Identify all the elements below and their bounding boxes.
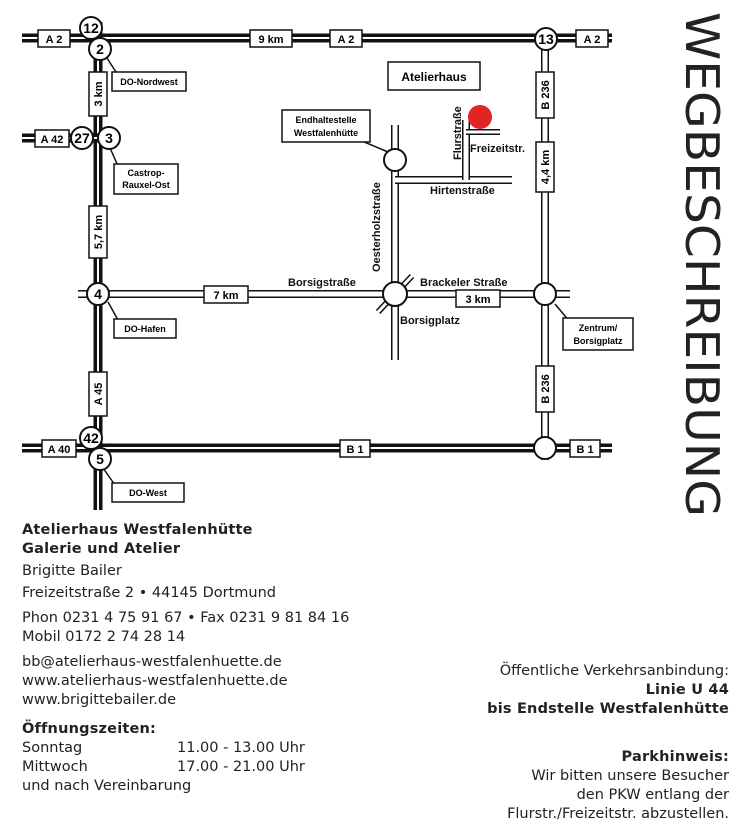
label-endhalt-2: Westfalenhütte [293, 128, 359, 138]
sign-a40: A 40 [47, 444, 71, 456]
sign-a2-east: A 2 [583, 34, 601, 46]
contact-subtitle: Galerie und Atelier [22, 541, 181, 557]
label-atelierhaus: Atelierhaus [401, 70, 467, 84]
contact-web-2[interactable]: www.brigittebailer.de [22, 692, 177, 708]
contact-person: Brigitte Bailer [22, 563, 122, 579]
label-zentrum-2: Borsigplatz [573, 336, 623, 346]
hours-title: Öffnungszeiten: [22, 721, 157, 737]
label-do-west: DO-West [129, 488, 167, 498]
sign-9km: 9 km [258, 34, 284, 46]
street-freizeitstr: Freizeitstr. [470, 143, 526, 155]
street-oesterholzstrasse: Oesterholzstraße [371, 182, 383, 272]
exit-12: 12 [83, 20, 99, 36]
label-zentrum-1: Zentrum/ [578, 323, 618, 333]
contact-address: Freizeitstraße 2 • 44145 Dortmund [22, 585, 276, 601]
destination-marker [468, 105, 492, 129]
street-borsigstrasse: Borsigstraße [288, 277, 356, 289]
road-signs [35, 30, 608, 457]
hours-day: Sonntag [22, 740, 83, 756]
sign-a2-mid: A 2 [337, 34, 355, 46]
hours-time: 17.00 - 21.00 Uhr [177, 759, 305, 775]
street-brackeler: Brackeler Straße [420, 277, 508, 289]
parking-line-3: Flurstr./Freizeitstr. abzustellen. [507, 806, 729, 822]
contact-block [22, 521, 349, 796]
sign-7km: 7 km [213, 290, 239, 302]
street-hirtenstrasse: Hirtenstraße [430, 185, 495, 197]
side-title [672, 12, 732, 522]
hours-day: Mittwoch [22, 759, 88, 775]
junction-endhaltestelle [384, 149, 406, 171]
exit-27: 27 [74, 130, 90, 146]
transit-line: Linie U 44 [645, 682, 729, 698]
exit-13: 13 [538, 31, 554, 47]
contact-mobile: Mobil 0172 2 74 28 14 [22, 629, 186, 645]
sign-b1-east: B 1 [576, 444, 594, 456]
exit-42: 42 [83, 430, 99, 446]
hours-row [22, 739, 349, 758]
label-do-nordwest: DO-Nordwest [120, 77, 178, 87]
contact-phone: Phon 0231 4 75 91 67 • Fax 0231 9 81 84 16 [22, 610, 350, 626]
roads [22, 22, 612, 510]
contact-name: Atelierhaus Westfalenhütte [22, 522, 253, 538]
sign-b236-south: B 236 [540, 374, 552, 404]
label-castrop-1: Castrop- [127, 168, 165, 178]
hours-time: 11.00 - 13.00 Uhr [177, 740, 305, 756]
sign-b1-mid: B 1 [346, 444, 364, 456]
street-borsigplatz: Borsigplatz [400, 315, 460, 327]
street-flurstrasse: Flurstraße [452, 106, 464, 160]
place-labels [112, 62, 633, 502]
sign-3km-east: 3 km [465, 294, 491, 306]
contact-web-1[interactable]: www.atelierhaus-westfalenhuette.de [22, 673, 288, 689]
transit-stop: bis Endstelle Westfalenhütte [487, 701, 729, 717]
sign-a2-west: A 2 [45, 34, 63, 46]
exit-4: 4 [94, 286, 102, 302]
parking-line-1: Wir bitten unsere Besucher [531, 768, 729, 784]
hours-row [22, 758, 349, 777]
sign-a42: A 42 [40, 134, 64, 146]
transit-title: Öffentliche Verkehrsanbindung: [499, 663, 729, 679]
side-title-text: WEGBESCHREIBUNG [675, 12, 729, 489]
contact-email[interactable]: bb@atelierhaus-westfalenhuette.de [22, 654, 282, 670]
label-castrop-2: Rauxel-Ost [122, 180, 170, 190]
hours-note: und nach Vereinbarung [22, 778, 192, 794]
sign-44km: 4,4 km [540, 149, 552, 185]
sign-3km-west: 3 km [93, 81, 105, 107]
junction-zentrum [534, 283, 556, 305]
label-do-hafen: DO-Hafen [124, 324, 166, 334]
parking-title: Parkhinweis: [621, 749, 729, 765]
sign-a45: A 45 [93, 382, 105, 406]
junction-b1-b236 [534, 437, 556, 459]
junction-borsigplatz [383, 282, 407, 306]
parking-line-2: den PKW entlang der [576, 787, 729, 803]
exit-5: 5 [96, 451, 104, 467]
parking-block [507, 748, 729, 824]
transit-block [487, 662, 729, 719]
label-endhalt-1: Endhaltestelle [295, 115, 357, 125]
sign-57km: 5,7 km [93, 214, 105, 250]
exit-3: 3 [105, 130, 113, 146]
sign-b236-north: B 236 [540, 80, 552, 110]
exit-2: 2 [96, 41, 104, 57]
